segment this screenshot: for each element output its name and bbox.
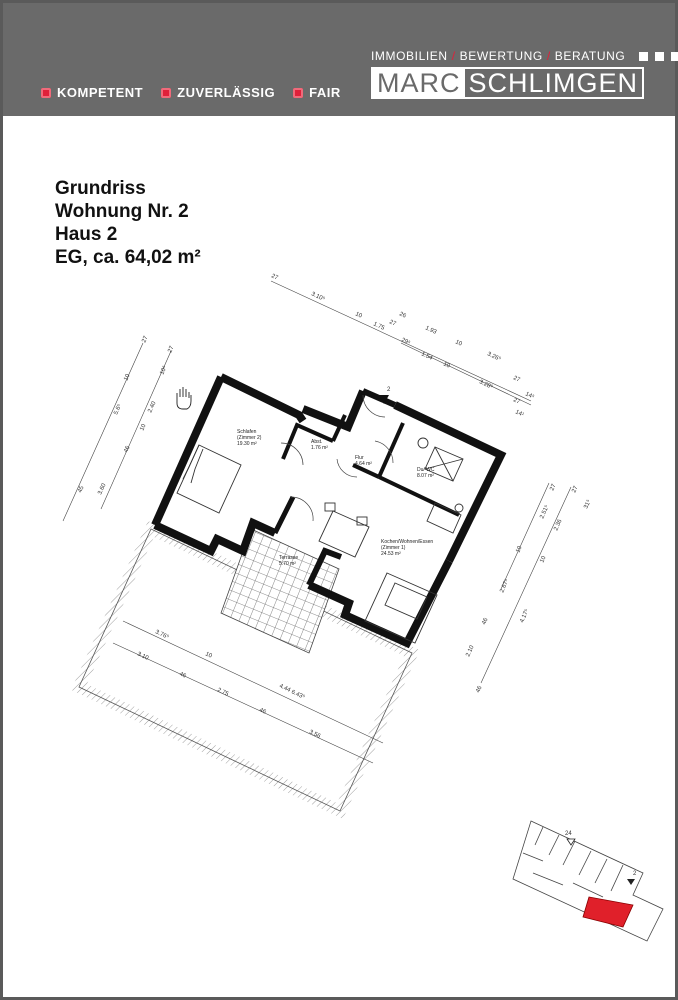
room-label: 8.07 m² [417,473,434,479]
dimension-label: 10⁵ [159,364,169,376]
services-line: IMMOBILIEN / BEWERTUNG / BERATUNG [371,49,678,63]
title-line: Haus 2 [55,224,118,245]
tagline-item: ZUVERLÄSSIG [161,85,275,100]
dimension-label: 27 [388,319,397,328]
dimension-label: 3.76⁵ [154,629,170,641]
room-label: Flur [355,455,364,461]
dimension-label: 10 [442,361,451,370]
title-line: Grundriss [55,178,146,199]
dimension-label: 3.56 [308,729,322,740]
dimension-label: 3.10 [136,651,150,662]
dimension-label: 10 [454,339,463,348]
room-label: 5.70 m² [279,561,296,567]
title-line: EG, ca. 64,02 m² [55,247,201,268]
dimension-label: 46 [178,671,187,680]
dimension-label: 10 [354,311,363,320]
dimension-label: 2.75 [216,687,230,698]
room-label: 24.53 m² [381,551,401,557]
dimension-label: 10 [139,423,148,432]
dimension-label: 46 [258,707,267,716]
dimension-label: 6.43⁵ [290,689,306,701]
dimension-label: 10 [123,373,132,382]
room-label: Kochen/Wohnen/Essen [381,539,434,545]
dimension-label: 2.67⁵ [499,578,511,594]
tagline-item: KOMPETENT [41,85,143,100]
dimension-label: 3.10⁵ [310,291,326,303]
title-line: Wohnung Nr. 2 [55,201,189,222]
room-label: 1.76 m² [311,445,328,451]
dimension-label: 5.6⁵ [113,403,124,416]
dimension-label: 45 [77,485,86,494]
dimension-label: 1.93 [424,325,438,336]
site-plan-thumbnail [513,821,663,941]
room-label: Abst. [311,439,323,445]
floor-plan [3,3,675,997]
room-label: (Zimmer 2) [237,435,262,441]
dimension-label: 46 [481,617,490,626]
dimension-label: 2.36 [553,518,564,532]
dimension-label: 46 [475,685,484,694]
dimension-label: 3.60 [97,482,108,496]
room-label: Terrasse [279,555,299,561]
dimension-label: 31⁵ [583,498,593,510]
dimension-label: 4.44 [278,683,292,694]
dimension-label: 27 [141,335,150,344]
dimension-label: 1.75 [372,321,386,332]
dimension-label: 1.54 [420,351,434,362]
dimension-label: 27 [167,345,176,354]
dimension-label: 2.10 [465,644,476,658]
dimension-label: 27 [512,397,521,406]
dimension-label: 26 [398,311,407,320]
dimension-label: 14⁵ [524,391,536,401]
svg-text:2: 2 [633,871,637,877]
dimension-label: 3.28⁵ [478,379,494,391]
dimension-label: 29⁵ [400,337,412,347]
dimension-label: 2.51⁵ [539,504,551,520]
svg-text:2: 2 [387,387,391,393]
dimension-label: 14¹ [514,409,525,419]
dimension-label: 46 [123,445,132,454]
room-label: Du/ WC [417,467,435,473]
room-label: (Zimmer 1) [381,545,406,551]
dimension-label: 27 [512,375,521,384]
dimension-label: 27 [270,273,279,282]
company-logo: MARC SCHLIMGEN [371,67,644,99]
hand-cursor-icon [177,387,191,409]
room-label: Schlafen [237,429,257,435]
dimension-label: 10 [204,651,213,660]
dimension-label: 27 [571,485,580,494]
room-label: 19.30 m² [237,441,257,447]
dimension-label: 3.26⁵ [486,351,502,363]
dimension-label: 2.40 [147,400,158,414]
dimension-label: 4.17⁵ [519,608,531,624]
dimension-label: 27 [549,483,558,492]
room-label: 4.64 m² [355,461,372,467]
dimension-label: 10 [539,555,548,564]
svg-text:24: 24 [565,831,572,837]
tagline-item: FAIR [293,85,341,100]
dimension-label: 10 [515,545,524,554]
